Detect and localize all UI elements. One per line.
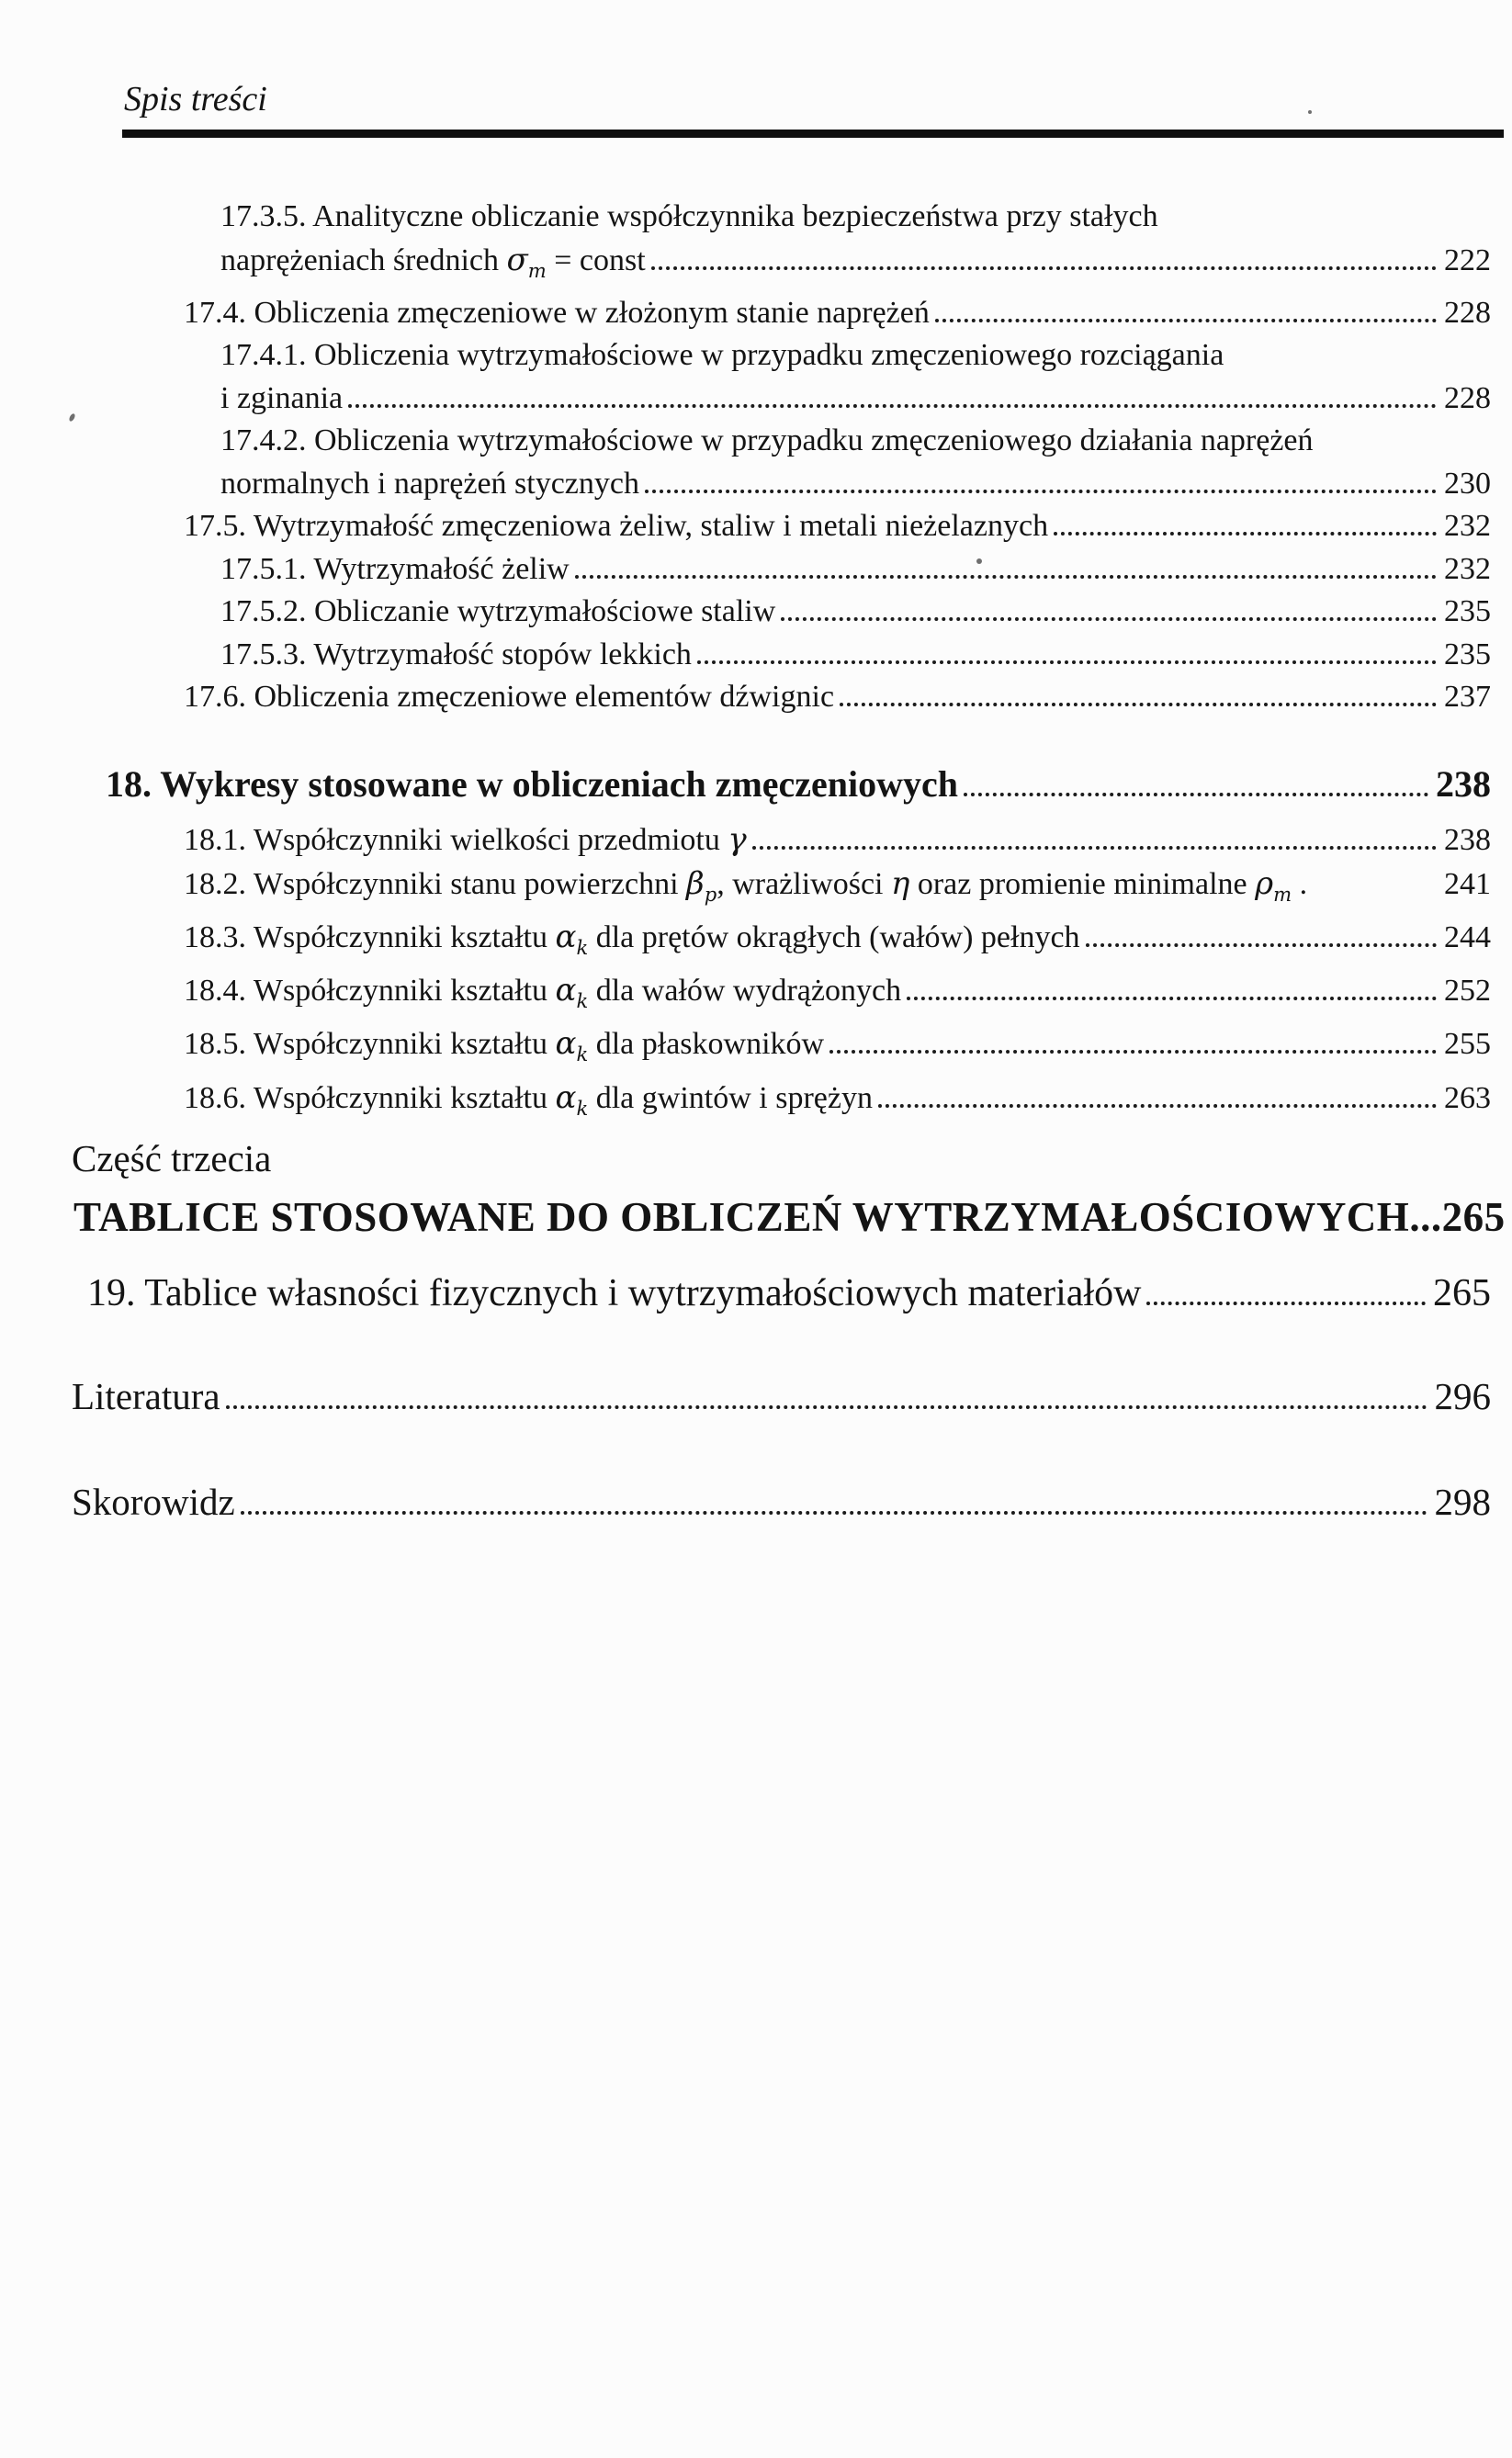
dot-leader bbox=[645, 490, 1437, 493]
entry-label: 18. Wykresy stosowane w obliczeniach zmęczeniowych bbox=[106, 763, 959, 805]
scan-artifact bbox=[1308, 110, 1312, 114]
entry-line bbox=[106, 762, 1491, 806]
section-18-entries bbox=[0, 818, 1491, 1130]
toc-entry-18-1 bbox=[0, 818, 1491, 863]
page-number: 298 bbox=[1434, 1481, 1491, 1523]
label-text: dla prętów okrągłych (wałów) pełnych bbox=[588, 919, 1080, 954]
label-text: 18.4. Współczynniki kształtu bbox=[184, 974, 556, 1009]
dot-leader bbox=[226, 1405, 1427, 1409]
label-text: dla wałów wydrążonych bbox=[588, 974, 902, 1009]
part-three-kicker: Część trzecia bbox=[72, 1137, 272, 1179]
page-number: 237 bbox=[1444, 680, 1491, 715]
page-number: 232 bbox=[1444, 509, 1491, 544]
entry-line-1: 17.3.5. Analityczne obliczanie współczynnika bezpieczeństwa przy stałych bbox=[220, 199, 1158, 233]
dot-leader bbox=[697, 660, 1437, 664]
math-symbol: α bbox=[555, 1078, 577, 1116]
entry-line bbox=[184, 1077, 1491, 1130]
entry-label: Literatura bbox=[72, 1375, 220, 1417]
dot-leader bbox=[907, 997, 1437, 1000]
toc-entry-17-5-2 bbox=[0, 591, 1491, 634]
entry-label: 17.6. Obliczenia zmęczeniowe elementów dźwignic bbox=[184, 680, 835, 715]
toc-entry-skorowidz bbox=[72, 1480, 1491, 1524]
math-subscript: k bbox=[576, 988, 589, 1012]
page-number: 238 bbox=[1444, 823, 1491, 857]
entry-line bbox=[220, 591, 1491, 634]
label-text: 18.6. Współczynniki kształtu bbox=[184, 1080, 556, 1115]
page-number: 228 bbox=[1444, 295, 1491, 330]
header-rule bbox=[122, 130, 1504, 138]
toc-entry-18-3 bbox=[0, 916, 1491, 969]
entry-line bbox=[184, 292, 1491, 335]
page-number: 228 bbox=[1444, 380, 1491, 415]
dot-leader bbox=[878, 1104, 1437, 1108]
dot-leader bbox=[1146, 1302, 1426, 1305]
entry-line bbox=[87, 1271, 1491, 1315]
entry-line bbox=[184, 969, 1491, 1022]
dot-leader bbox=[964, 793, 1428, 796]
math-subscript: k bbox=[576, 1043, 589, 1066]
label-text: 18.5. Współczynniki kształtu bbox=[184, 1027, 556, 1062]
dot-leader bbox=[1054, 532, 1437, 536]
toc-entry-18-6 bbox=[0, 1077, 1491, 1130]
label-text: = const bbox=[546, 242, 646, 277]
dot-leader bbox=[1086, 943, 1437, 947]
math-subscript: k bbox=[576, 1096, 589, 1120]
math-symbol: γ bbox=[728, 821, 747, 858]
math-symbol: ρ bbox=[1255, 864, 1274, 902]
entry-label bbox=[184, 863, 1307, 916]
entry-line-1: 17.4.1. Obliczenia wytrzymałościowe w przypadku zmęczeniowego rozciągania bbox=[220, 338, 1224, 373]
dot-leader bbox=[241, 1511, 1427, 1515]
dot-leader bbox=[651, 266, 1437, 270]
entry-line bbox=[220, 548, 1491, 592]
entry-label: 17.5.1. Wytrzymałość żeliw bbox=[220, 551, 570, 586]
dot-leader bbox=[829, 1050, 1437, 1054]
entry-label bbox=[184, 969, 901, 1022]
page-number: 232 bbox=[1444, 551, 1491, 586]
math-symbol: α bbox=[555, 1025, 577, 1063]
math-symbol: α bbox=[555, 972, 577, 1009]
page-number: 235 bbox=[1444, 594, 1491, 629]
entry-label: normalnych i naprężeń stycznych bbox=[220, 466, 639, 501]
math-subscript: k bbox=[576, 935, 589, 959]
entry-line bbox=[72, 1480, 1491, 1524]
entry-label bbox=[184, 818, 747, 863]
dot-leader bbox=[840, 703, 1437, 706]
label-text: 18.3. Współczynniki kształtu bbox=[184, 919, 556, 954]
dot-leader bbox=[575, 575, 1437, 579]
toc-entry-18-4 bbox=[0, 969, 1491, 1022]
toc-entry-18 bbox=[106, 762, 1491, 806]
page-number: 296 bbox=[1434, 1375, 1491, 1417]
page-number: 230 bbox=[1444, 466, 1491, 501]
entry-label bbox=[220, 239, 646, 292]
toc-entry-17-5-3 bbox=[0, 634, 1491, 677]
dot-leader bbox=[935, 319, 1437, 322]
running-header: Spis treści bbox=[124, 80, 267, 118]
page-number: 238 bbox=[1436, 763, 1491, 805]
label-text: 18.1. Współczynniki wielkości przedmiotu bbox=[184, 823, 728, 857]
label-text: , wrażliwości bbox=[717, 866, 891, 901]
label-text: dla gwintów i sprężyn bbox=[588, 1080, 873, 1115]
page-number: 263 bbox=[1444, 1080, 1491, 1115]
entry-line-2 bbox=[220, 463, 1491, 506]
page-number: 241 bbox=[1444, 866, 1491, 901]
entry-line bbox=[72, 1374, 1491, 1418]
label-text: 18.2. Współczynniki stanu powierzchni bbox=[184, 866, 687, 901]
part-three-title bbox=[73, 1191, 1506, 1243]
label-text: oraz promienie minimalne bbox=[909, 866, 1256, 901]
title-text: TABLICE STOSOWANE DO OBLICZEŃ WYTRZYMAŁOŚCIOWYCH bbox=[73, 1194, 1410, 1240]
entry-label: 17.5.2. Obliczanie wytrzymałościowe staliw bbox=[220, 594, 776, 629]
toc-entry-19 bbox=[87, 1271, 1491, 1315]
entry-label: 17.5. Wytrzymałość zmęczeniowa żeliw, staliw i metali nieżelaznych bbox=[184, 509, 1049, 544]
toc-entry-literatura bbox=[72, 1374, 1491, 1418]
entry-line-1: 17.4.2. Obliczenia wytrzymałościowe w przypadku zmęczeniowego działania naprężeń bbox=[220, 423, 1314, 458]
toc-entry-17-5 bbox=[0, 505, 1491, 548]
dot-leader bbox=[348, 404, 1437, 408]
dot-leader bbox=[781, 617, 1437, 621]
scan-artifact bbox=[976, 558, 982, 564]
toc-entry-17-4-2 bbox=[0, 420, 1491, 505]
entry-line bbox=[184, 863, 1491, 916]
entry-line bbox=[184, 1022, 1491, 1076]
page-number: 265 bbox=[1433, 1272, 1491, 1314]
dot-leader bbox=[752, 846, 1437, 850]
entry-label: 17.4. Obliczenia zmęczeniowe w złożonym stanie naprężeń bbox=[184, 295, 930, 330]
math-symbol: β bbox=[686, 864, 705, 902]
toc-entry-17-4-1 bbox=[0, 334, 1491, 420]
title-dots: ... bbox=[1409, 1194, 1442, 1240]
math-subscript: m bbox=[527, 258, 547, 282]
entry-label bbox=[184, 1022, 824, 1076]
page-number: 265 bbox=[1441, 1194, 1506, 1240]
toc-entry-18-2 bbox=[0, 863, 1491, 916]
entry-line bbox=[184, 818, 1491, 863]
entry-label: Skorowidz bbox=[72, 1481, 235, 1523]
entry-line bbox=[220, 634, 1491, 677]
math-symbol: η bbox=[890, 864, 910, 902]
entry-label: 19. Tablice własności fizycznych i wytrzymałościowych materiałów bbox=[87, 1272, 1142, 1314]
entry-line-2 bbox=[220, 378, 1491, 421]
page-number: 235 bbox=[1444, 637, 1491, 671]
entry-label bbox=[184, 1077, 873, 1130]
section-17-entries bbox=[0, 196, 1491, 719]
math-subscript: m bbox=[1273, 882, 1292, 906]
entry-line bbox=[184, 916, 1491, 969]
toc-entry-18-5 bbox=[0, 1022, 1491, 1076]
toc-entry-17-5-1 bbox=[0, 548, 1491, 592]
toc-entry-17-4 bbox=[0, 292, 1491, 335]
label-text: naprężeniach średnich bbox=[220, 242, 507, 277]
page-number: 222 bbox=[1444, 242, 1491, 277]
math-symbol: σ bbox=[506, 241, 528, 278]
page-number: 244 bbox=[1444, 919, 1491, 954]
math-symbol: α bbox=[555, 918, 577, 955]
label-text: . bbox=[1292, 866, 1308, 901]
label-text: dla płaskowników bbox=[588, 1027, 825, 1062]
page-number: 255 bbox=[1444, 1027, 1491, 1062]
entry-line-2 bbox=[220, 239, 1491, 292]
entry-line bbox=[184, 676, 1491, 719]
entry-label: i zginania bbox=[220, 380, 344, 415]
toc-entry-17-3-5 bbox=[0, 196, 1491, 292]
toc-entry-17-6 bbox=[0, 676, 1491, 719]
entry-line bbox=[184, 505, 1491, 548]
entry-label bbox=[184, 916, 1080, 969]
page-number: 252 bbox=[1444, 974, 1491, 1009]
entry-label: 17.5.3. Wytrzymałość stopów lekkich bbox=[220, 637, 692, 671]
math-subscript: p bbox=[704, 882, 717, 906]
